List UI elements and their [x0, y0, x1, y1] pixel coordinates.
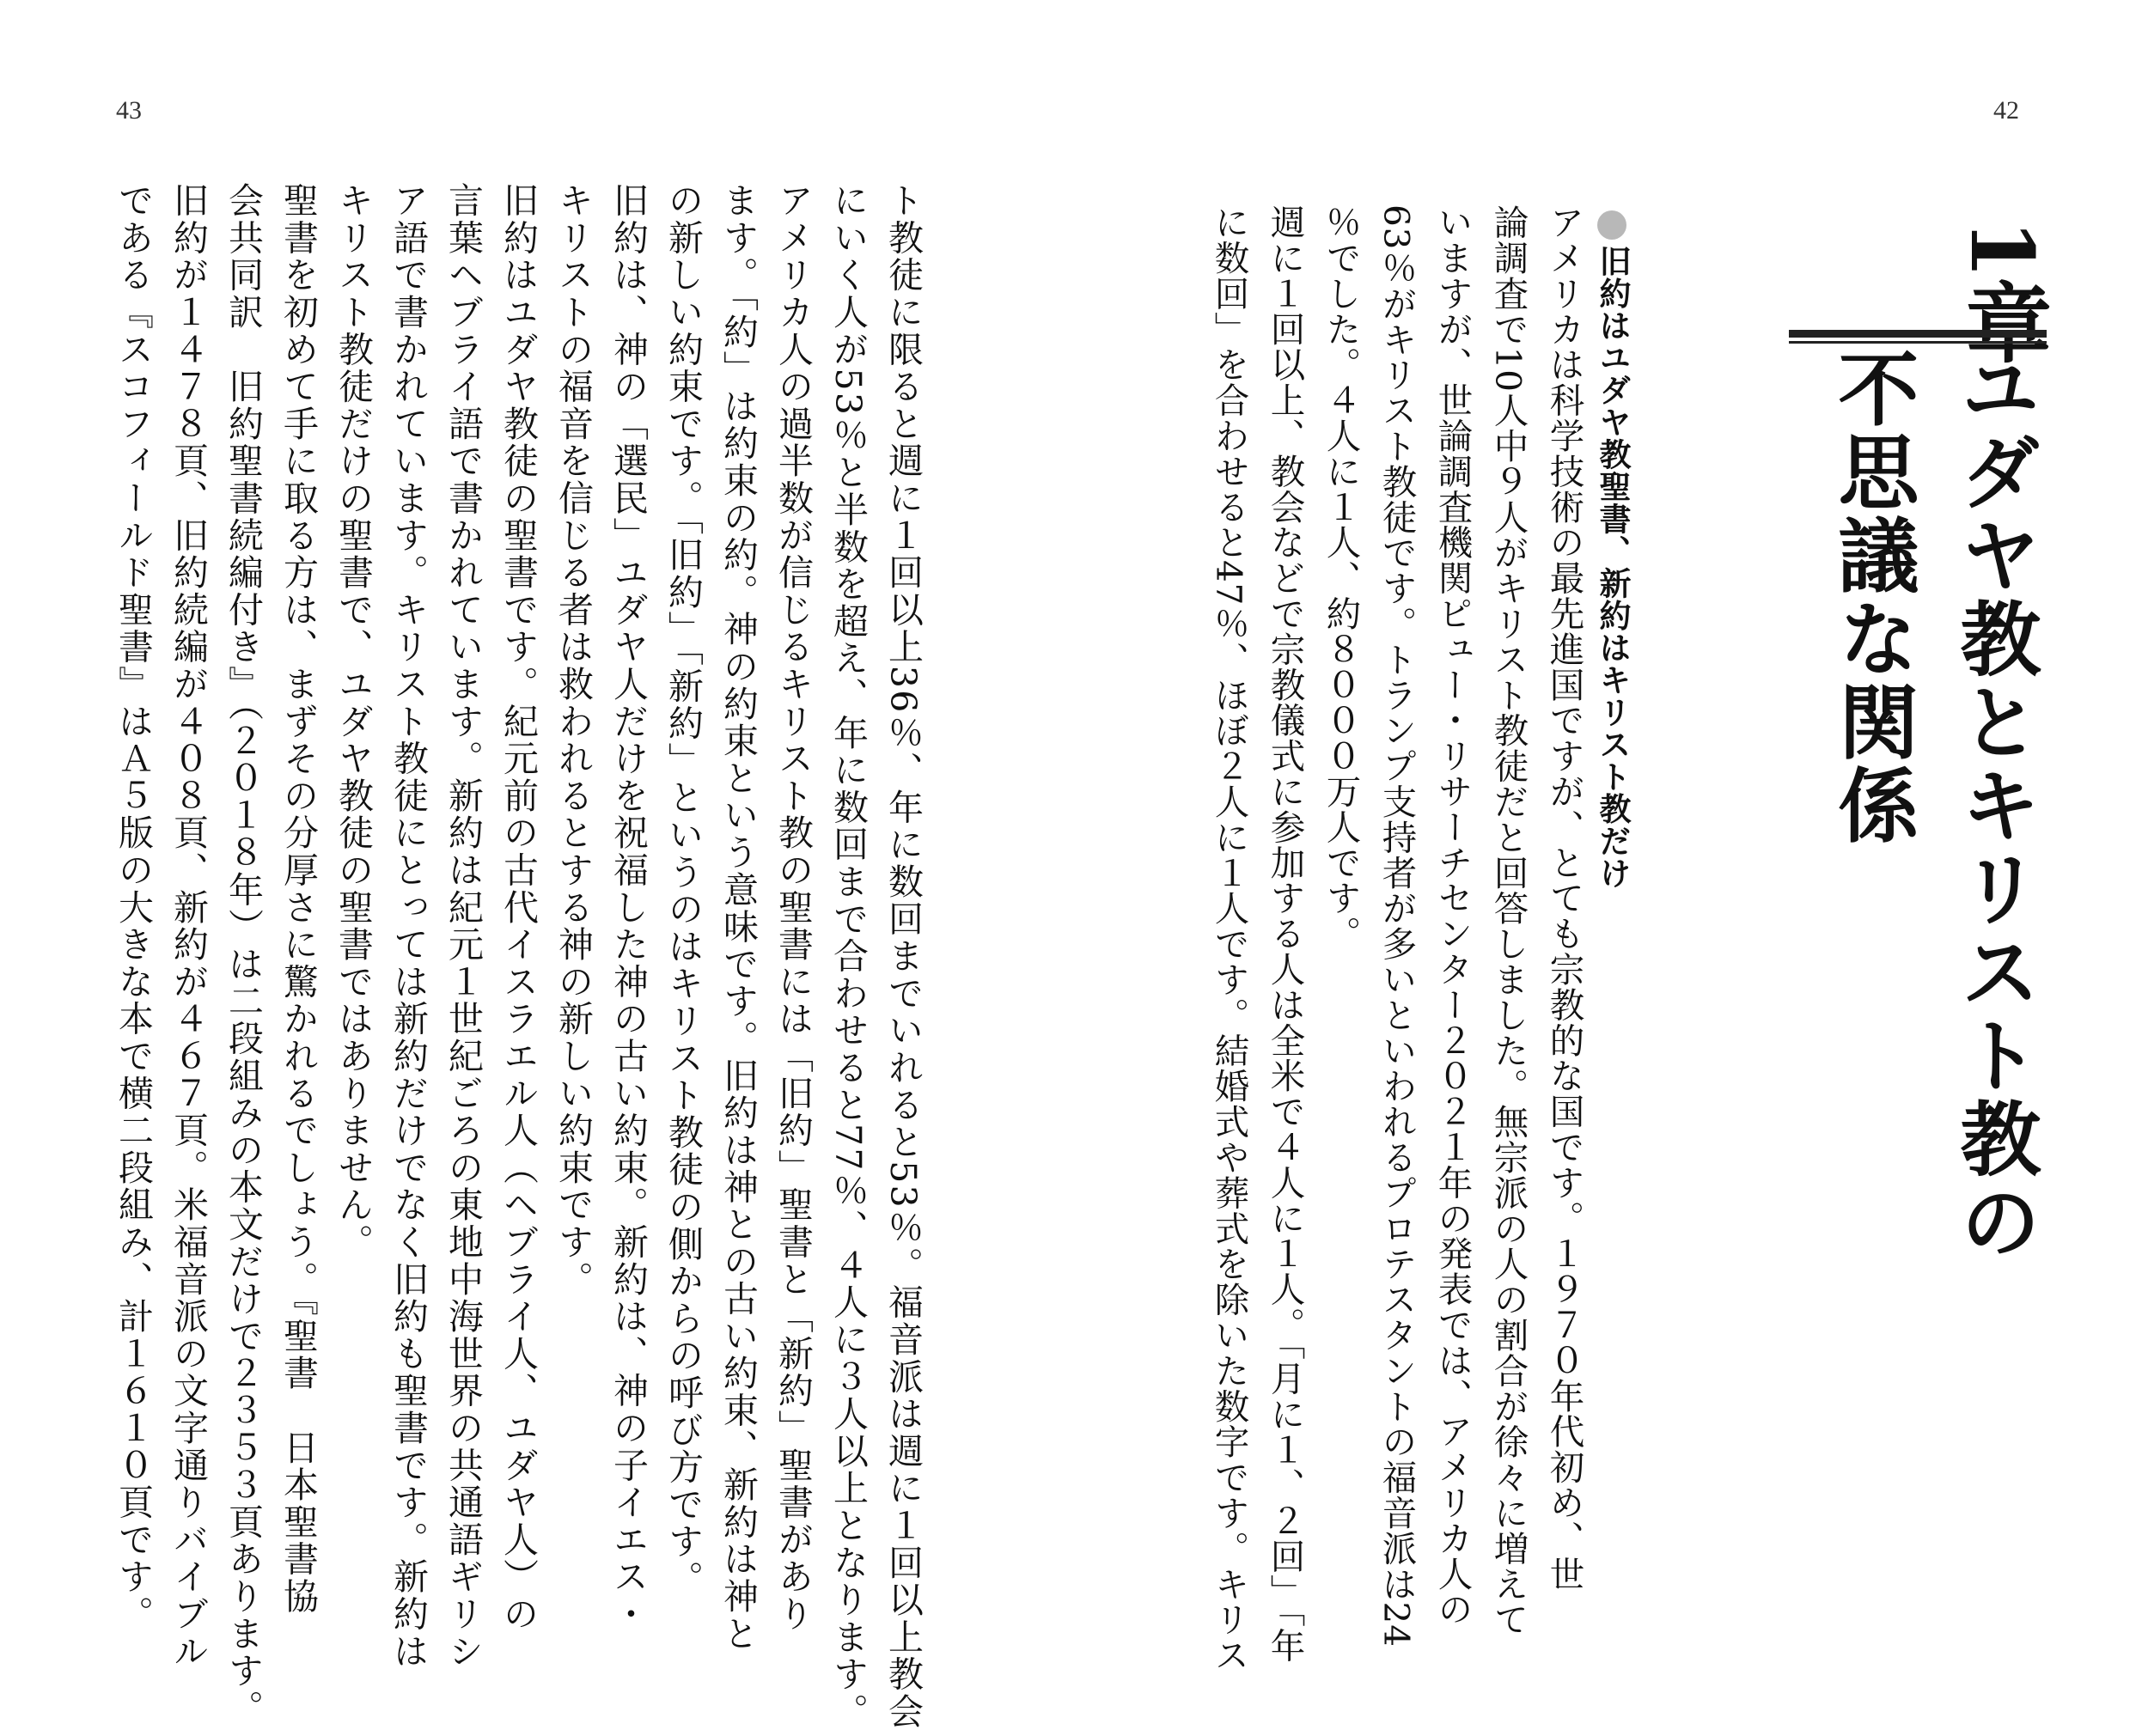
chapter-rule [1789, 330, 2047, 344]
page-number-right: 42 [1993, 96, 2019, 125]
body-column: 旧約はユダヤ教徒の聖書です。紀元前の古代イスラエル人（ヘブライ人、ユダヤ人）の [497, 182, 539, 1633]
body-column: キリスト教徒だけの聖書で、ユダヤ教徒の聖書ではありません。 [333, 182, 374, 1261]
body-column: 週に１回以上、教会などで宗教儀式に参加する人は全米で４人に１人。「月に１、２回」「年 [1264, 204, 1306, 1664]
body-column: である『スコフィールド聖書』はＡ５版の大きな本で横二段組み、計１６１０頁です。 [113, 182, 154, 1633]
body-column: いますが、世論調査機関ピュー・リサーチセンター２０２１年の発表では、アメリカ人の [1431, 204, 1474, 1627]
body-column: アメリカは科学技術の最先進国ですが、とても宗教的な国です。１９７０年代初め、世 [1543, 204, 1585, 1592]
subheading-text: 旧約はユダヤ教聖書、新約はキリスト教だけ [1594, 245, 1631, 889]
body-column: にいく人が53％と半数を超え、年に数回まで合わせると77％、４人に３人以上となります。 [827, 182, 869, 1731]
page-number-left: 43 [116, 96, 142, 125]
body-column: 63％がキリスト教徒です。トランプ支持者が多いといわれるプロテスタントの福音派は24 [1376, 204, 1418, 1648]
section-subheading [1594, 210, 1631, 889]
body-column: ト教徒に限ると週に１回以上36％、年に数回までいれると53％。福音派は週に１回以上教会 [882, 182, 924, 1731]
chapter-number: 1章 [1951, 219, 2053, 365]
bullet-icon [1597, 210, 1626, 240]
body-column: ％でした。４人に１人、約８０００万人です。 [1320, 204, 1362, 952]
body-column: 聖書を初めて手に取る方は、まずその分厚さに驚かれるでしょう。『聖書 日本聖書協 [278, 182, 319, 1616]
body-column: 会共同訳 旧約聖書続編付き』（２０１８年）は二段組みの本文だけで２３５３頁あります。 [223, 182, 264, 1727]
body-column: ます。「約」は約束の約。神の約束という意味です。旧約は神との古い約束、新約は神と [717, 182, 759, 1653]
body-column: 旧約が１４７８頁、旧約続編が４０８頁、新約が４６７頁。米福音派の文字通りバイブル [168, 182, 209, 1670]
body-column: 旧約は、神の「選民」ユダヤ人だけを祝福した神の古い約束。新約は、神の子イエス・ [607, 182, 649, 1633]
body-column: ア語で書かれています。キリスト教徒にとっては新約だけでなく旧約も聖書です。新約は [388, 182, 429, 1670]
chapter-title-line: 不思議な関係 [1824, 347, 1918, 847]
body-column: の新しい約束です。「旧約」「新約」というのはキリスト教徒の側からの呼び方です。 [662, 182, 704, 1598]
body-column: アメリカ人の過半数が信じるキリスト教の聖書には「旧約」聖書と「新約」聖書があり [772, 182, 814, 1633]
chapter-title-line: ユダヤ教とキリスト教の [1946, 347, 2040, 1264]
body-column: に数回」を合わせると47％、ほぼ２人に１人です。結婚式や葬式を除いた数字です。キリス [1208, 204, 1250, 1673]
body-column: キリストの福音を信じる者は救われるとする神の新しい約束です。 [552, 182, 594, 1298]
body-column: 言葉ヘブライ語で書かれています。新約は紀元１世紀ごろの東地中海世界の共通語ギリシ [442, 182, 484, 1670]
body-column: 論調査で10人中９人がキリスト教徒だと回答しました。無宗派の人の割合が徐々に増えて [1487, 204, 1529, 1637]
